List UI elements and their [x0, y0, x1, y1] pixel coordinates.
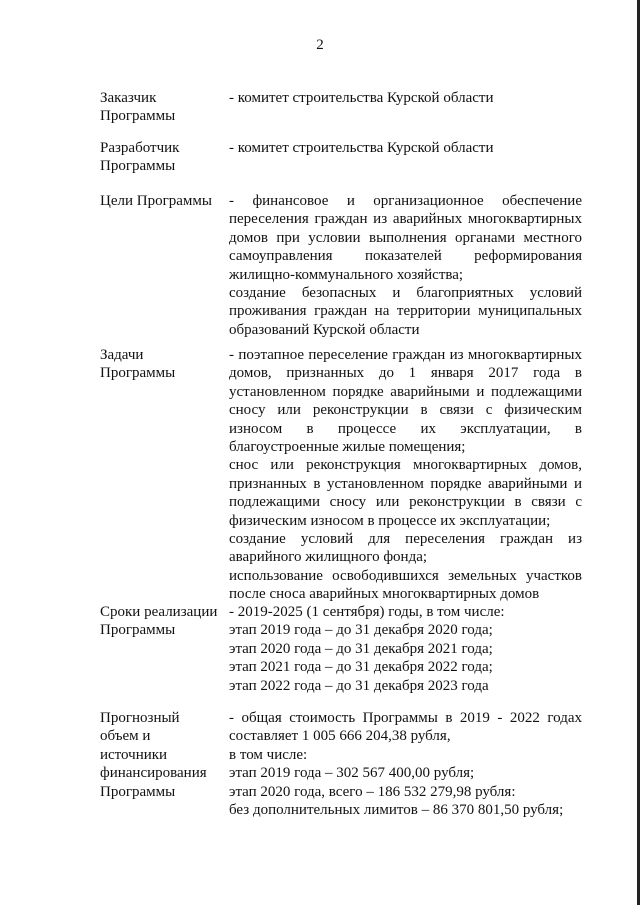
row-value-line: - общая стоимость Программы в 2019 - 2022 годах составляет 1 005 666 204,38 рубля, — [229, 710, 582, 745]
row-value-line: - финансовое и организационное обеспечение переселения граждан из аварийных многоквартирных домов при условии выполнения органами местного самоуправления показателей реформирования жилищно-коммунального хозяйства; — [229, 193, 582, 283]
row-value-line: - поэтапное переселение граждан из многоквартирных домов, признанных до 1 января 2017 года в установленном порядке аварийными и подлежащими сносу или реконструкции в связи с физическим износом в процессе их эксплуатации, в благоустроенные жилые помещения; — [229, 347, 582, 456]
row-value — [229, 346, 582, 604]
row-value-line: - комитет строительства Курской области — [229, 90, 494, 106]
row-value — [229, 603, 582, 695]
row-value-line: этап 2020 года – до 31 декабря 2021 года; — [229, 640, 493, 657]
row-value-line: использование освободившихся земельных участков после сноса аварийных многоквартирных домов — [229, 567, 582, 603]
row-value — [229, 192, 582, 339]
row-value-line: создание условий для переселения граждан из аварийного жилищного фонда; — [229, 531, 582, 566]
row-value-line: этап 2021 года – до 31 декабря 2022 года; — [229, 659, 493, 676]
row-label: Прогнозный объем и источники финансирования Программы — [100, 710, 207, 800]
row-value-line: этап 2019 года – до 31 декабря 2020 года; — [229, 622, 493, 639]
row-value-line: в том числе: — [229, 746, 308, 763]
row-value-line: этап 2020 года, всего – 186 532 279,98 рубля: — [229, 783, 516, 800]
row-value — [229, 139, 582, 157]
row-label: Цели Программы — [100, 193, 212, 209]
row-label: Разработчик Программы — [100, 140, 180, 175]
row-value-line: создание безопасных и благоприятных условий проживания граждан на территории муниципальных образований Курской области — [229, 285, 582, 338]
row-label: Заказчик Программы — [100, 90, 176, 125]
row-value-line: снос или реконструкция многоквартирных домов, признанных в установленном порядке аварийными и подлежащими сносу или реконструкции в связи с физическим износом в процессе их эксплуатации; — [229, 457, 582, 529]
row-value-line: - комитет строительства Курской области — [229, 140, 494, 156]
row-value-line: - 2019-2025 (1 сентября) годы, в том числе: — [229, 604, 505, 620]
row-value — [229, 709, 582, 819]
page-number: 2 — [316, 37, 324, 53]
row-value-line: этап 2019 года – 302 567 400,00 рубля; — [229, 765, 475, 782]
row-label: Сроки реализации Программы — [100, 604, 218, 639]
row-value — [229, 89, 582, 107]
row-value-line: этап 2022 года – до 31 декабря 2023 года — [229, 677, 489, 694]
row-value-line: без дополнительных лимитов – 86 370 801,50 рубля; — [229, 802, 564, 819]
row-label: Задачи Программы — [100, 347, 176, 382]
